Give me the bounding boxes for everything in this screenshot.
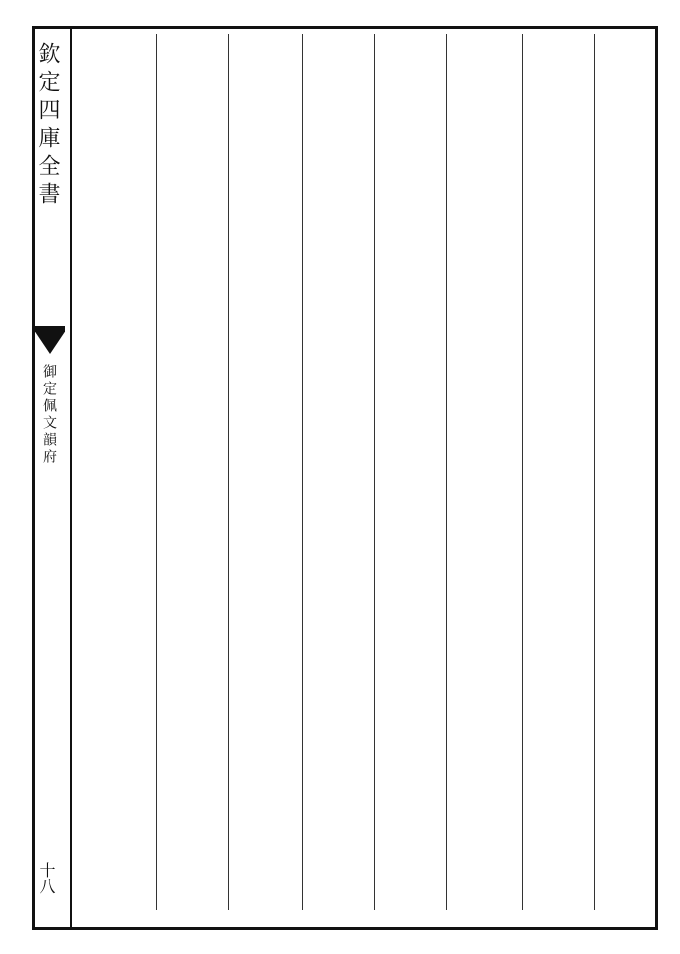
book-title: 御定佩文韻府 (41, 364, 57, 466)
text-column-4 (488, 30, 534, 910)
book-series-title: 欽定四庫全書 (35, 42, 60, 210)
column-divider (228, 34, 229, 910)
column-divider (594, 34, 595, 910)
page-number: 十八 (37, 862, 56, 894)
column-divider (446, 34, 447, 910)
side-margin-strip (32, 26, 72, 930)
text-column-15 (86, 30, 132, 910)
column-divider (522, 34, 523, 910)
fishtail-mark-icon (35, 326, 65, 354)
column-divider (374, 34, 375, 910)
column-divider (302, 34, 303, 910)
column-divider (156, 34, 157, 910)
